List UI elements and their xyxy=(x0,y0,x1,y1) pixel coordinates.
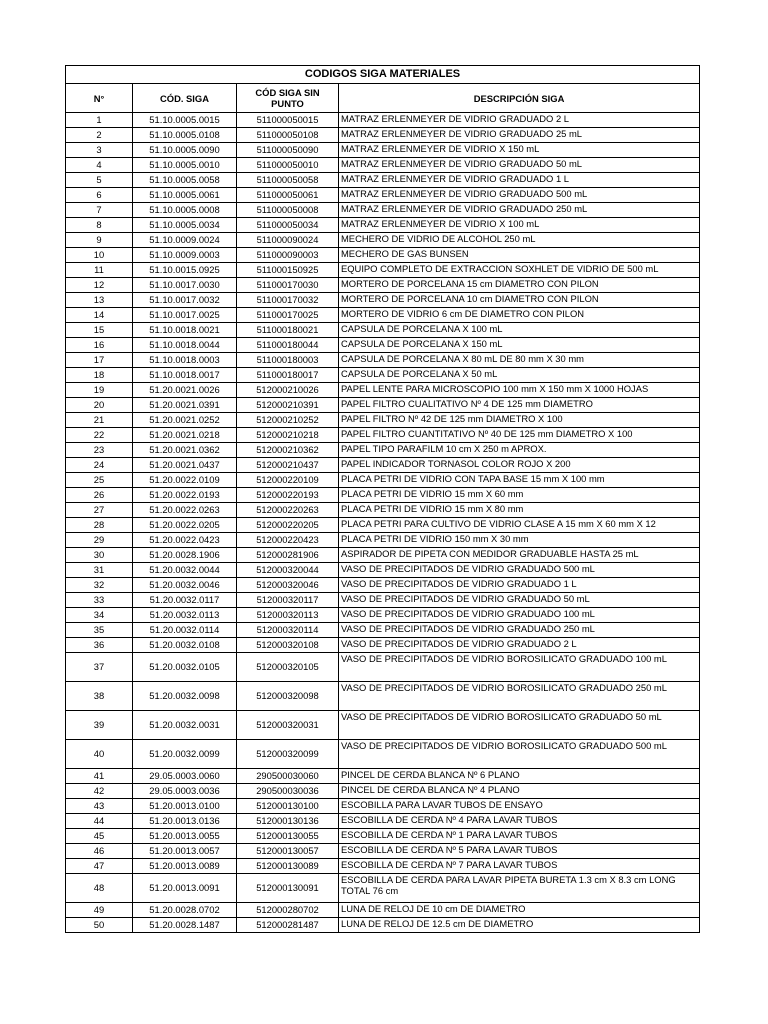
cell-siga-code: 51.20.0032.0031 xyxy=(133,711,237,740)
cell-number: 3 xyxy=(66,143,133,158)
table-row xyxy=(66,203,700,218)
header-description: DESCRIPCIÓN SIGA xyxy=(339,84,700,113)
cell-siga-code-no-dots: 511000050058 xyxy=(237,173,339,188)
cell-siga-code-no-dots: 511000050010 xyxy=(237,158,339,173)
cell-siga-code: 51.20.0013.0091 xyxy=(133,874,237,903)
cell-description: PINCEL DE CERDA BLANCA Nº 4 PLANO xyxy=(339,784,700,799)
cell-siga-code: 51.20.0028.0702 xyxy=(133,903,237,918)
cell-siga-code-no-dots: 512000210362 xyxy=(237,443,339,458)
cell-description: PAPEL FILTRO Nº 42 DE 125 mm DIAMETRO X 100 xyxy=(339,413,700,428)
cell-description: PLACA PETRI PARA CULTIVO DE VIDRIO CLASE A 15 mm X 60 mm X 12 xyxy=(339,518,700,533)
cell-description: PAPEL FILTRO CUANTITATIVO Nº 40 DE 125 mm DIAMETRO X 100 xyxy=(339,428,700,443)
cell-siga-code-no-dots: 512000320117 xyxy=(237,593,339,608)
cell-description: MATRAZ ERLENMEYER DE VIDRIO GRADUADO 50 mL xyxy=(339,158,700,173)
cell-siga-code: 51.10.0009.0003 xyxy=(133,248,237,263)
cell-description: ESCOBILLA DE CERDA Nº 4 PARA LAVAR TUBOS xyxy=(339,814,700,829)
cell-siga-code: 51.10.0005.0058 xyxy=(133,173,237,188)
cell-description: VASO DE PRECIPITADOS DE VIDRIO BOROSILICATO GRADUADO 250 mL xyxy=(339,682,700,711)
cell-siga-code-no-dots: 512000220193 xyxy=(237,488,339,503)
cell-description: VASO DE PRECIPITADOS DE VIDRIO GRADUADO 1 L xyxy=(339,578,700,593)
cell-description: LUNA DE RELOJ DE 10 cm DE DIAMETRO xyxy=(339,903,700,918)
cell-siga-code: 51.10.0018.0021 xyxy=(133,323,237,338)
cell-siga-code-no-dots: 511000170032 xyxy=(237,293,339,308)
cell-siga-code-no-dots: 512000320114 xyxy=(237,623,339,638)
table-row xyxy=(66,383,700,398)
cell-siga-code: 51.10.0005.0008 xyxy=(133,203,237,218)
cell-number: 31 xyxy=(66,563,133,578)
table-row xyxy=(66,682,700,711)
cell-description: CAPSULA DE PORCELANA X 80 mL DE 80 mm X 30 mm xyxy=(339,353,700,368)
cell-number: 49 xyxy=(66,903,133,918)
cell-siga-code: 51.20.0013.0136 xyxy=(133,814,237,829)
cell-siga-code-no-dots: 290500030060 xyxy=(237,769,339,784)
table-row xyxy=(66,844,700,859)
cell-siga-code: 51.10.0005.0061 xyxy=(133,188,237,203)
cell-siga-code-no-dots: 512000320108 xyxy=(237,638,339,653)
table-row xyxy=(66,338,700,353)
cell-siga-code-no-dots: 512000210252 xyxy=(237,413,339,428)
cell-description: PINCEL DE CERDA BLANCA Nº 6 PLANO xyxy=(339,769,700,784)
cell-siga-code-no-dots: 512000210218 xyxy=(237,428,339,443)
cell-description: ASPIRADOR DE PIPETA CON MEDIDOR GRADUABLE HASTA 25 mL xyxy=(339,548,700,563)
cell-description: EQUIPO COMPLETO DE EXTRACCION SOXHLET DE VIDRIO DE 500 mL xyxy=(339,263,700,278)
cell-siga-code: 29.05.0003.0060 xyxy=(133,769,237,784)
cell-number: 23 xyxy=(66,443,133,458)
cell-siga-code: 51.20.0021.0252 xyxy=(133,413,237,428)
cell-siga-code-no-dots: 512000320113 xyxy=(237,608,339,623)
cell-siga-code: 51.20.0021.0437 xyxy=(133,458,237,473)
cell-number: 26 xyxy=(66,488,133,503)
cell-siga-code-no-dots: 512000130136 xyxy=(237,814,339,829)
cell-description: PAPEL LENTE PARA MICROSCOPIO 100 mm X 150 mm X 1000 HOJAS xyxy=(339,383,700,398)
cell-siga-code-no-dots: 511000180017 xyxy=(237,368,339,383)
cell-siga-code-no-dots: 511000050015 xyxy=(237,113,339,128)
cell-siga-code: 51.20.0032.0113 xyxy=(133,608,237,623)
cell-description: PLACA PETRI DE VIDRIO 15 mm X 60 mm xyxy=(339,488,700,503)
table-row xyxy=(66,143,700,158)
cell-number: 20 xyxy=(66,398,133,413)
cell-siga-code-no-dots: 512000220109 xyxy=(237,473,339,488)
table-row xyxy=(66,248,700,263)
cell-number: 15 xyxy=(66,323,133,338)
cell-description: ESCOBILLA DE CERDA Nº 7 PARA LAVAR TUBOS xyxy=(339,859,700,874)
cell-siga-code-no-dots: 512000320105 xyxy=(237,653,339,682)
cell-siga-code: 51.20.0021.0362 xyxy=(133,443,237,458)
cell-number: 19 xyxy=(66,383,133,398)
cell-description: VASO DE PRECIPITADOS DE VIDRIO BOROSILICATO GRADUADO 100 mL xyxy=(339,653,700,682)
cell-siga-code-no-dots: 511000170030 xyxy=(237,278,339,293)
cell-number: 50 xyxy=(66,918,133,933)
cell-siga-code-no-dots: 512000281906 xyxy=(237,548,339,563)
cell-siga-code-no-dots: 512000210026 xyxy=(237,383,339,398)
cell-description: MECHERO DE GAS BUNSEN xyxy=(339,248,700,263)
cell-number: 2 xyxy=(66,128,133,143)
cell-number: 24 xyxy=(66,458,133,473)
cell-number: 32 xyxy=(66,578,133,593)
cell-number: 28 xyxy=(66,518,133,533)
cell-siga-code: 51.10.0017.0030 xyxy=(133,278,237,293)
header-number: N° xyxy=(66,84,133,113)
cell-siga-code: 51.20.0013.0100 xyxy=(133,799,237,814)
cell-number: 8 xyxy=(66,218,133,233)
cell-number: 30 xyxy=(66,548,133,563)
cell-number: 6 xyxy=(66,188,133,203)
table-row xyxy=(66,488,700,503)
cell-description: VASO DE PRECIPITADOS DE VIDRIO GRADUADO 50 mL xyxy=(339,593,700,608)
cell-description: MATRAZ ERLENMEYER DE VIDRIO GRADUADO 1 L xyxy=(339,173,700,188)
table-row xyxy=(66,918,700,933)
cell-siga-code: 51.20.0032.0046 xyxy=(133,578,237,593)
cell-number: 18 xyxy=(66,368,133,383)
cell-number: 40 xyxy=(66,740,133,769)
table-row xyxy=(66,173,700,188)
cell-description: MATRAZ ERLENMEYER DE VIDRIO GRADUADO 500 mL xyxy=(339,188,700,203)
table-row xyxy=(66,158,700,173)
cell-siga-code-no-dots: 511000180044 xyxy=(237,338,339,353)
table-row xyxy=(66,368,700,383)
table-row xyxy=(66,113,700,128)
cell-siga-code: 51.10.0009.0024 xyxy=(133,233,237,248)
table-row xyxy=(66,263,700,278)
cell-siga-code: 51.20.0032.0114 xyxy=(133,623,237,638)
cell-description: VASO DE PRECIPITADOS DE VIDRIO BOROSILICATO GRADUADO 500 mL xyxy=(339,740,700,769)
cell-description: MECHERO DE VIDRIO DE ALCOHOL 250 mL xyxy=(339,233,700,248)
cell-siga-code: 51.20.0022.0263 xyxy=(133,503,237,518)
cell-siga-code-no-dots: 511000050090 xyxy=(237,143,339,158)
cell-description: CAPSULA DE PORCELANA X 100 mL xyxy=(339,323,700,338)
cell-number: 13 xyxy=(66,293,133,308)
cell-siga-code: 51.10.0005.0034 xyxy=(133,218,237,233)
table-row xyxy=(66,293,700,308)
cell-siga-code: 51.10.0018.0044 xyxy=(133,338,237,353)
cell-siga-code-no-dots: 512000320046 xyxy=(237,578,339,593)
table-row xyxy=(66,903,700,918)
cell-description: VASO DE PRECIPITADOS DE VIDRIO BOROSILICATO GRADUADO 50 mL xyxy=(339,711,700,740)
cell-siga-code-no-dots: 512000320099 xyxy=(237,740,339,769)
cell-description: MATRAZ ERLENMEYER DE VIDRIO GRADUADO 2 L xyxy=(339,113,700,128)
cell-siga-code: 51.10.0015.0925 xyxy=(133,263,237,278)
cell-number: 45 xyxy=(66,829,133,844)
cell-description: ESCOBILLA DE CERDA PARA LAVAR PIPETA BURETA 1.3 cm X 8.3 cm LONG TOTAL 76 cm xyxy=(339,874,700,903)
table-row xyxy=(66,278,700,293)
materials-table xyxy=(65,65,700,933)
cell-siga-code-no-dots: 512000210437 xyxy=(237,458,339,473)
table-row xyxy=(66,859,700,874)
table-row xyxy=(66,458,700,473)
cell-description: MORTERO DE PORCELANA 15 cm DIAMETRO CON PILON xyxy=(339,278,700,293)
table-row xyxy=(66,323,700,338)
table-row xyxy=(66,740,700,769)
table-row xyxy=(66,799,700,814)
table-row xyxy=(66,784,700,799)
header-siga-code: CÓD. SIGA xyxy=(133,84,237,113)
cell-number: 34 xyxy=(66,608,133,623)
cell-number: 27 xyxy=(66,503,133,518)
cell-siga-code: 51.20.0032.0117 xyxy=(133,593,237,608)
cell-siga-code-no-dots: 511000180003 xyxy=(237,353,339,368)
cell-description: PLACA PETRI DE VIDRIO CON TAPA BASE 15 mm X 100 mm xyxy=(339,473,700,488)
table-row xyxy=(66,428,700,443)
cell-siga-code: 51.20.0032.0098 xyxy=(133,682,237,711)
table-row xyxy=(66,814,700,829)
table-row xyxy=(66,578,700,593)
table-row xyxy=(66,443,700,458)
table-row xyxy=(66,638,700,653)
cell-description: MATRAZ ERLENMEYER DE VIDRIO GRADUADO 250 mL xyxy=(339,203,700,218)
cell-siga-code-no-dots: 511000170025 xyxy=(237,308,339,323)
cell-number: 42 xyxy=(66,784,133,799)
cell-number: 12 xyxy=(66,278,133,293)
cell-number: 11 xyxy=(66,263,133,278)
cell-number: 33 xyxy=(66,593,133,608)
cell-siga-code-no-dots: 512000130055 xyxy=(237,829,339,844)
cell-description: ESCOBILLA PARA LAVAR TUBOS DE ENSAYO xyxy=(339,799,700,814)
cell-number: 7 xyxy=(66,203,133,218)
cell-description: CAPSULA DE PORCELANA X 50 mL xyxy=(339,368,700,383)
cell-siga-code: 51.10.0017.0032 xyxy=(133,293,237,308)
table-row xyxy=(66,593,700,608)
cell-siga-code: 51.20.0021.0391 xyxy=(133,398,237,413)
table-row xyxy=(66,308,700,323)
table-title: CODIGOS SIGA MATERIALES xyxy=(66,66,700,84)
cell-description: PAPEL FILTRO CUALITATIVO Nº 4 DE 125 mm DIAMETRO xyxy=(339,398,700,413)
cell-siga-code-no-dots: 511000150925 xyxy=(237,263,339,278)
cell-description: VASO DE PRECIPITADOS DE VIDRIO GRADUADO 500 mL xyxy=(339,563,700,578)
table-row xyxy=(66,353,700,368)
cell-siga-code: 51.20.0013.0055 xyxy=(133,829,237,844)
cell-description: LUNA DE RELOJ DE 12.5 cm DE DIAMETRO xyxy=(339,918,700,933)
table-row xyxy=(66,503,700,518)
cell-siga-code-no-dots: 512000220423 xyxy=(237,533,339,548)
cell-number: 46 xyxy=(66,844,133,859)
cell-siga-code: 51.20.0013.0089 xyxy=(133,859,237,874)
cell-number: 17 xyxy=(66,353,133,368)
cell-siga-code: 51.20.0032.0105 xyxy=(133,653,237,682)
cell-number: 22 xyxy=(66,428,133,443)
table-row xyxy=(66,128,700,143)
cell-siga-code-no-dots: 511000090003 xyxy=(237,248,339,263)
cell-siga-code: 51.20.0022.0109 xyxy=(133,473,237,488)
cell-siga-code: 51.20.0013.0057 xyxy=(133,844,237,859)
table-row xyxy=(66,233,700,248)
cell-number: 25 xyxy=(66,473,133,488)
cell-description: PLACA PETRI DE VIDRIO 150 mm X 30 mm xyxy=(339,533,700,548)
cell-number: 9 xyxy=(66,233,133,248)
cell-siga-code: 51.20.0021.0026 xyxy=(133,383,237,398)
cell-siga-code: 51.20.0028.1906 xyxy=(133,548,237,563)
cell-number: 36 xyxy=(66,638,133,653)
cell-number: 4 xyxy=(66,158,133,173)
table-row xyxy=(66,711,700,740)
cell-siga-code-no-dots: 512000320044 xyxy=(237,563,339,578)
table-row xyxy=(66,829,700,844)
cell-siga-code-no-dots: 512000130057 xyxy=(237,844,339,859)
cell-description: MATRAZ ERLENMEYER DE VIDRIO X 150 mL xyxy=(339,143,700,158)
cell-number: 14 xyxy=(66,308,133,323)
table-row xyxy=(66,188,700,203)
cell-siga-code-no-dots: 512000320031 xyxy=(237,711,339,740)
cell-siga-code: 51.10.0005.0090 xyxy=(133,143,237,158)
cell-number: 48 xyxy=(66,874,133,903)
cell-description: VASO DE PRECIPITADOS DE VIDRIO GRADUADO 100 mL xyxy=(339,608,700,623)
table-row xyxy=(66,518,700,533)
cell-description: VASO DE PRECIPITADOS DE VIDRIO GRADUADO 2 L xyxy=(339,638,700,653)
cell-description: ESCOBILLA DE CERDA Nº 1 PARA LAVAR TUBOS xyxy=(339,829,700,844)
cell-siga-code: 51.20.0032.0099 xyxy=(133,740,237,769)
table-body xyxy=(66,113,700,933)
cell-siga-code: 51.20.0032.0108 xyxy=(133,638,237,653)
cell-siga-code: 51.10.0005.0108 xyxy=(133,128,237,143)
cell-number: 35 xyxy=(66,623,133,638)
cell-description: MATRAZ ERLENMEYER DE VIDRIO GRADUADO 25 mL xyxy=(339,128,700,143)
table-row xyxy=(66,623,700,638)
header-siga-code-no-dots: CÓD SIGA SIN PUNTO xyxy=(237,84,339,113)
cell-siga-code: 51.10.0005.0015 xyxy=(133,113,237,128)
cell-description: MORTERO DE VIDRIO 6 cm DE DIAMETRO CON PILON xyxy=(339,308,700,323)
cell-siga-code-no-dots: 512000280702 xyxy=(237,903,339,918)
cell-siga-code: 51.10.0018.0003 xyxy=(133,353,237,368)
table-row xyxy=(66,533,700,548)
cell-siga-code-no-dots: 511000050108 xyxy=(237,128,339,143)
cell-number: 43 xyxy=(66,799,133,814)
cell-siga-code: 51.20.0022.0423 xyxy=(133,533,237,548)
cell-siga-code-no-dots: 511000090024 xyxy=(237,233,339,248)
cell-siga-code: 51.10.0005.0010 xyxy=(133,158,237,173)
cell-siga-code-no-dots: 512000130100 xyxy=(237,799,339,814)
cell-number: 38 xyxy=(66,682,133,711)
cell-siga-code-no-dots: 511000050034 xyxy=(237,218,339,233)
cell-description: ESCOBILLA DE CERDA Nº 5 PARA LAVAR TUBOS xyxy=(339,844,700,859)
cell-siga-code: 29.05.0003.0036 xyxy=(133,784,237,799)
cell-description: VASO DE PRECIPITADOS DE VIDRIO GRADUADO 250 mL xyxy=(339,623,700,638)
cell-description: MORTERO DE PORCELANA 10 cm DIAMETRO CON PILON xyxy=(339,293,700,308)
table-row xyxy=(66,398,700,413)
table-row xyxy=(66,769,700,784)
cell-number: 10 xyxy=(66,248,133,263)
cell-siga-code-no-dots: 512000320098 xyxy=(237,682,339,711)
table-row xyxy=(66,473,700,488)
cell-siga-code-no-dots: 512000281487 xyxy=(237,918,339,933)
cell-description: PAPEL INDICADOR TORNASOL COLOR ROJO X 200 xyxy=(339,458,700,473)
cell-number: 1 xyxy=(66,113,133,128)
cell-siga-code: 51.20.0022.0205 xyxy=(133,518,237,533)
cell-siga-code: 51.20.0028.1487 xyxy=(133,918,237,933)
cell-siga-code-no-dots: 511000050061 xyxy=(237,188,339,203)
table-row xyxy=(66,608,700,623)
cell-siga-code: 51.10.0018.0017 xyxy=(133,368,237,383)
cell-siga-code: 51.20.0021.0218 xyxy=(133,428,237,443)
cell-siga-code-no-dots: 511000180021 xyxy=(237,323,339,338)
cell-siga-code-no-dots: 512000130091 xyxy=(237,874,339,903)
cell-siga-code: 51.20.0022.0193 xyxy=(133,488,237,503)
cell-description: PLACA PETRI DE VIDRIO 15 mm X 80 mm xyxy=(339,503,700,518)
cell-number: 44 xyxy=(66,814,133,829)
cell-siga-code-no-dots: 290500030036 xyxy=(237,784,339,799)
cell-number: 5 xyxy=(66,173,133,188)
cell-description: CAPSULA DE PORCELANA X 150 mL xyxy=(339,338,700,353)
cell-number: 16 xyxy=(66,338,133,353)
table-row xyxy=(66,653,700,682)
cell-siga-code-no-dots: 511000050008 xyxy=(237,203,339,218)
table-row xyxy=(66,218,700,233)
table-row xyxy=(66,548,700,563)
cell-number: 39 xyxy=(66,711,133,740)
table-row xyxy=(66,874,700,903)
cell-siga-code-no-dots: 512000220263 xyxy=(237,503,339,518)
cell-description: PAPEL TIPO PARAFILM 10 cm X 250 m APROX. xyxy=(339,443,700,458)
cell-siga-code: 51.10.0017.0025 xyxy=(133,308,237,323)
cell-siga-code: 51.20.0032.0044 xyxy=(133,563,237,578)
table-row xyxy=(66,413,700,428)
cell-number: 37 xyxy=(66,653,133,682)
cell-siga-code-no-dots: 512000220205 xyxy=(237,518,339,533)
cell-number: 41 xyxy=(66,769,133,784)
cell-number: 47 xyxy=(66,859,133,874)
cell-siga-code-no-dots: 512000210391 xyxy=(237,398,339,413)
cell-number: 21 xyxy=(66,413,133,428)
cell-siga-code-no-dots: 512000130089 xyxy=(237,859,339,874)
table-row xyxy=(66,563,700,578)
cell-number: 29 xyxy=(66,533,133,548)
cell-description: MATRAZ ERLENMEYER DE VIDRIO X 100 mL xyxy=(339,218,700,233)
